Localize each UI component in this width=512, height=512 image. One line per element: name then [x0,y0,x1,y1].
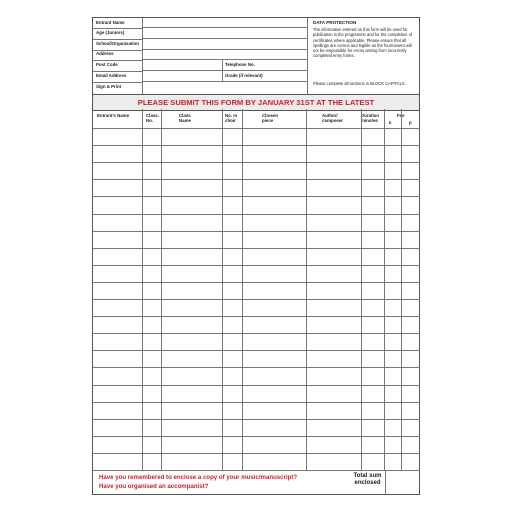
address-field[interactable] [142,50,307,60]
total-sum-label: Total sum enclosed [353,473,382,486]
table-row-line [93,299,420,300]
post-code-label: Post Code [96,62,118,67]
col-no-in-choir: No. in choir [225,113,238,123]
table-row-line [93,196,420,197]
table-row-line [93,316,420,317]
col-author-composer: Author/ composer [322,113,343,123]
entrant-name-field[interactable] [142,18,307,28]
entry-form [92,17,420,495]
total-sum-field[interactable] [385,470,420,495]
table-row-line [93,214,420,215]
grade-label: Grade (if relevant) [225,73,263,78]
entrant-name-label: Entrant Name [96,20,125,25]
col-chosen-piece: Chosen piece [262,113,279,123]
table-row-line [93,436,420,437]
table-row-line [93,333,420,334]
data-protection-title: DATA PROTECTION [313,20,357,25]
age-label: Age (Juniors) [96,30,125,35]
table-row-line [93,282,420,283]
school-label: School/Organisation [96,41,139,46]
table-row-line [93,248,420,249]
table-row-line [93,350,420,351]
deadline-banner: PLEASE SUBMIT THIS FORM BY JANUARY 31ST AT THE LATEST [93,94,419,111]
col-fee-pounds: £ [389,120,392,125]
col-entrant-name: Entrant's Name [97,113,130,118]
reminder-music-copy: Have you remembered to enclose a copy of your music/manuscript? [99,474,298,481]
table-row-line [93,402,420,403]
table-row-line [93,265,420,266]
table-row-line [93,179,420,180]
table-row-line [93,453,420,454]
block-capitals-note: Please complete all sections in BLOCK CAPITALS. [313,81,406,86]
table-row-line [93,367,420,368]
reminder-accompanist: Have you organised an accompanist? [99,483,209,490]
footer-separator [93,470,420,471]
col-class-no: Class. No. [146,113,159,123]
col-fee-pence: p [409,120,412,125]
data-protection-text: The information entered on this form will be used for publication in the programme and for the completion of certificates where applicable. Please ensure that all spellings are correct and legible as the fournament will not be responsible for errors arising from incorrectly completed entry forms. [313,27,412,59]
col-duration: Duration minutes [361,113,380,123]
table-row-line [93,231,420,232]
sign-print-label: Sign & Print [96,84,122,89]
table-row-line [93,128,420,129]
address-label: Address [96,51,114,56]
table-row-line [93,162,420,163]
email-field[interactable] [142,71,222,82]
school-field[interactable] [142,39,307,50]
telephone-field[interactable] [222,60,307,71]
col-fee: Fee [397,113,405,118]
table-row-line [93,145,420,146]
col-class-name: Class Name [179,113,191,123]
age-field[interactable] [142,28,307,39]
table-row-line [93,385,420,386]
post-code-field[interactable] [142,60,222,71]
sign-print-field[interactable] [142,82,307,94]
grade-field[interactable] [222,71,307,82]
table-row-line [93,419,420,420]
telephone-label: Telephone No. [225,62,255,67]
email-label: Email Address [96,73,127,78]
